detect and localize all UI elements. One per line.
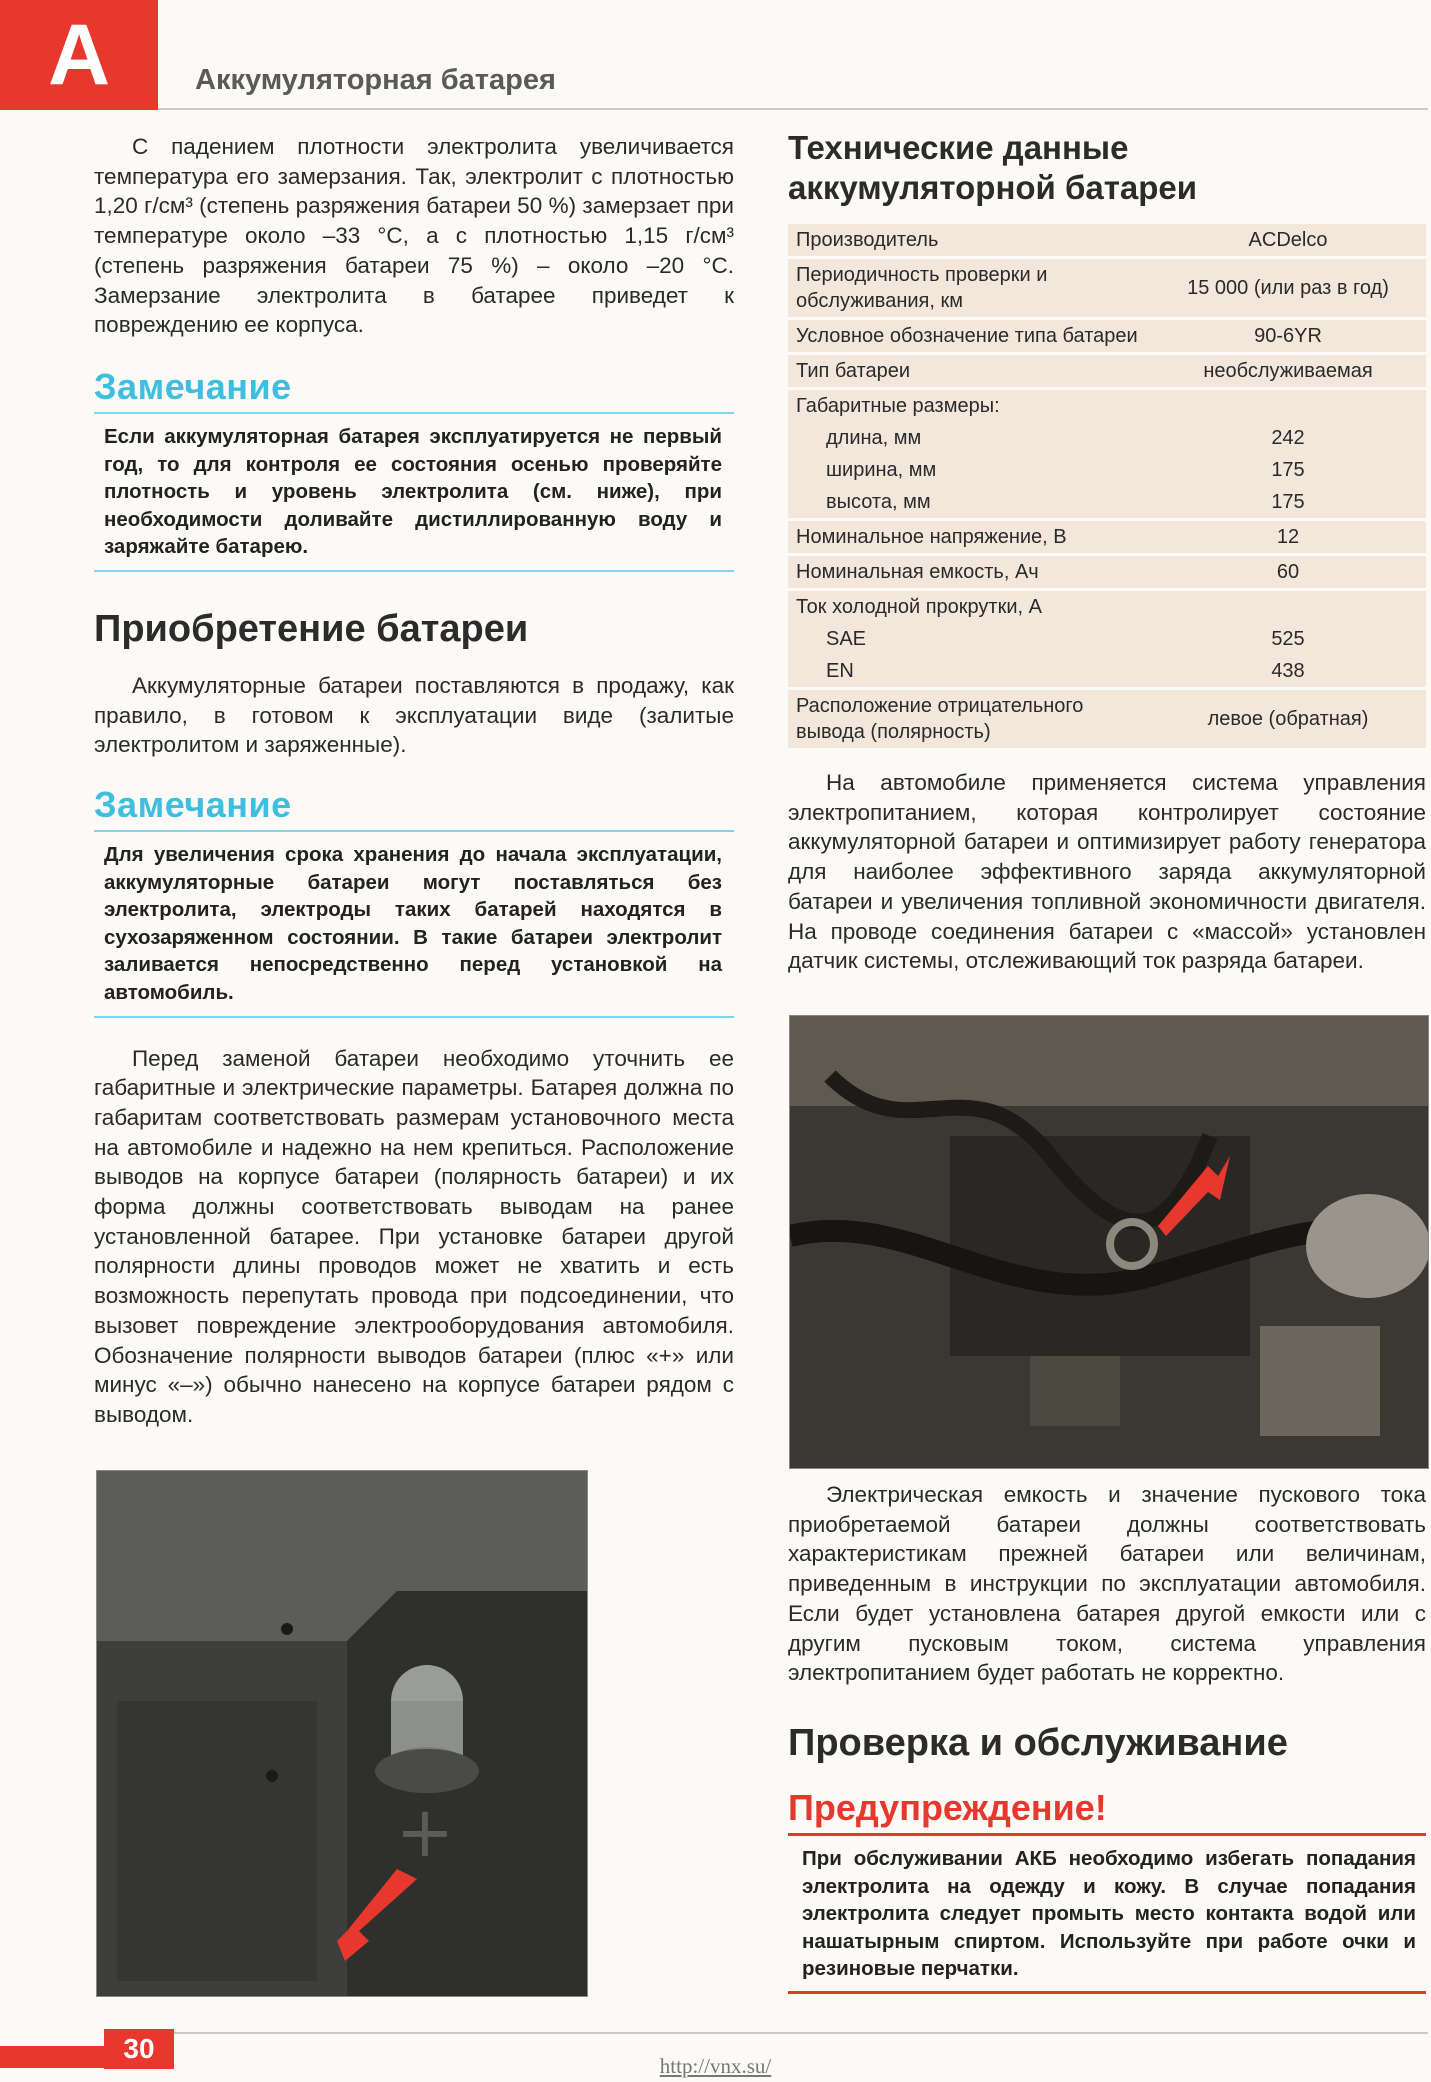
engine-bay-illustration (790, 1016, 1428, 1468)
intro-paragraph: С падением плотности электролита увеличивается температура его замерзания. Так, электролит с плотностью 1,20 г/см³ (степень разряжения батареи 50 %) замерзает при температуре около –33 °С, а с плотностью 1,15 г/см³ (степень разряжения батареи 75 %) – около –20 °С. Замерзание электролита в батарее приведет к повреждению ее корпуса. (94, 134, 734, 338)
warning-title: Предупреждение! (788, 1786, 1107, 1828)
tech-data-title-line2: аккумуляторной батареи (788, 169, 1198, 206)
spec-label: Номинальное напряжение, В (788, 520, 1150, 555)
spec-row (788, 623, 1426, 655)
note-2-title: Замечание (94, 784, 292, 825)
battery-terminal-illustration (97, 1471, 587, 1996)
spec-row (788, 689, 1426, 749)
spec-row (788, 486, 1426, 520)
section-badge (0, 0, 158, 110)
spec-value: 90-6YR (1150, 319, 1426, 354)
spec-row (788, 555, 1426, 590)
spec-label: SAE (788, 623, 1150, 655)
left-column (94, 128, 734, 1430)
purchase-paragraph: Аккумуляторные батареи поставляются в продажу, как правило, в готовом к эксплуатации виде (залитые электролитом и заряженные). (94, 672, 734, 758)
spec-label: ширина, мм (788, 454, 1150, 486)
replace-paragraph: Перед заменой батареи необходимо уточнить ее габаритные и электрические параметры. Батарея должна по габаритам соответствовать размерам установочного места на автомобиле и надежно на нем крепиться. Расположение выводов на корпусе батареи (полярность батареи) и их форма должны соответствовать выводам на ранее установленной батарее. При установке батареи другой полярности длины проводов может не хватить и есть возможность перепутать провода при подсоединении, что вызовет повреждение электрооборудования автомобиля. Обозначение полярности выводов батареи (плюс «+» или минус «–») обычно нанесено на корпусе батареи рядом с выводом. (94, 1045, 734, 1427)
capacity-paragraph: Электрическая емкость и значение пускового тока приобретаемой батареи должны соответствовать характеристикам прежней батареи или величинам, приведенным в инструкции по эксплуатации автомобиля. Если будет установлена батарея другой емкости или с другим пусковым током, система управления электропитанием будет работать не корректно. (788, 1482, 1426, 1686)
section-heading-purchase: Приобретение батареи (94, 607, 529, 650)
battery-terminal-photo (96, 1470, 588, 1997)
spec-value: 525 (1150, 623, 1426, 655)
note-1-title: Замечание (94, 365, 292, 407)
spec-table (788, 224, 1426, 748)
spec-row (788, 319, 1426, 354)
spec-label: Ток холодной прокрутки, А (788, 590, 1150, 624)
spec-value: 60 (1150, 555, 1426, 590)
spec-value: 438 (1150, 655, 1426, 689)
note-1-box (94, 412, 734, 572)
spec-row (788, 258, 1426, 319)
note-2 (94, 784, 734, 1018)
spec-label: Расположение отрицательного вывода (полярность) (788, 689, 1150, 749)
spec-value: необслуживаемая (1150, 354, 1426, 389)
spec-row (788, 354, 1426, 389)
header-divider (158, 108, 1428, 110)
spec-label: Условное обозначение типа батареи (788, 319, 1150, 354)
spec-value: 15 000 (или раз в год) (1150, 258, 1426, 319)
spec-row (788, 520, 1426, 555)
spec-row (788, 590, 1426, 624)
spec-value: ACDelco (1150, 224, 1426, 258)
right-column (788, 128, 1426, 976)
spec-label: Габаритные размеры: (788, 389, 1150, 423)
svg-text:+: + (395, 1791, 455, 1873)
footer-link[interactable]: http://vnx.su/ (659, 2054, 772, 2078)
section-letter: A (47, 6, 111, 103)
warning (788, 1787, 1426, 1994)
spec-row (788, 454, 1426, 486)
spec-label: EN (788, 655, 1150, 689)
spec-row (788, 224, 1426, 258)
footer-divider (174, 2032, 1428, 2034)
note-1 (94, 366, 734, 572)
spec-row (788, 389, 1426, 423)
spec-label: высота, мм (788, 486, 1150, 520)
spec-label: Тип батареи (788, 354, 1150, 389)
spec-value: 12 (1150, 520, 1426, 555)
system-paragraph: На автомобиле применяется система управления электропитанием, которая контролирует состояние аккумуляторной батареи и оптимизирует работу генератора для наиболее эффективного заряда аккумуляторной батареи и увеличения топливной экономичности двигателя. На проводе соединения батареи с «массой» установлен датчик системы, отслеживающий ток разряда батареи. (788, 770, 1426, 974)
spec-value: 242 (1150, 422, 1426, 454)
note-2-box (94, 830, 734, 1018)
spec-label: длина, мм (788, 422, 1150, 454)
running-title: Аккумуляторная батарея (195, 64, 556, 96)
spec-value: левое (обратная) (1150, 689, 1426, 749)
engine-bay-photo (789, 1015, 1429, 1469)
spec-value: 175 (1150, 486, 1426, 520)
spec-value: 175 (1150, 454, 1426, 486)
right-column-lower (788, 1480, 1426, 1994)
spec-label: Производитель (788, 224, 1150, 258)
warning-text: При обслуживании АКБ необходимо избегать попадания электролита на одежду и кожу. В случае попадания электролита следует промыть место контакта водой или нашатырным спиртом. Используйте при работе очки и резиновые перчатки. (802, 1846, 1416, 1981)
spec-label: Периодичность проверки и обслуживания, км (788, 258, 1150, 319)
tech-data-title-line1: Технические данные (788, 129, 1129, 166)
note-2-text: Для увеличения срока хранения до начала эксплуатации, аккумуляторные батареи могут поставляться без электролита, электроды таких батарей находятся в сухозаряженном состоянии. В такие батареи электролит заливается непосредственно перед установкой на автомобиль. (104, 843, 722, 1004)
spec-row (788, 655, 1426, 689)
section-heading-check: Проверка и обслуживание (788, 1721, 1288, 1764)
page-number-text: 30 (123, 2033, 155, 2064)
warning-box (788, 1833, 1426, 1994)
spec-row (788, 422, 1426, 454)
tech-data-title (788, 128, 1426, 208)
spec-label: Номинальная емкость, Ач (788, 555, 1150, 590)
note-1-text: Если аккумуляторная батарея эксплуатируется не первый год, то для контроля ее состояния осенью проверяйте плотность и уровень электролита (см. ниже), при необходимости доливайте дистиллированную воду и заряжайте батарею. (104, 424, 722, 559)
